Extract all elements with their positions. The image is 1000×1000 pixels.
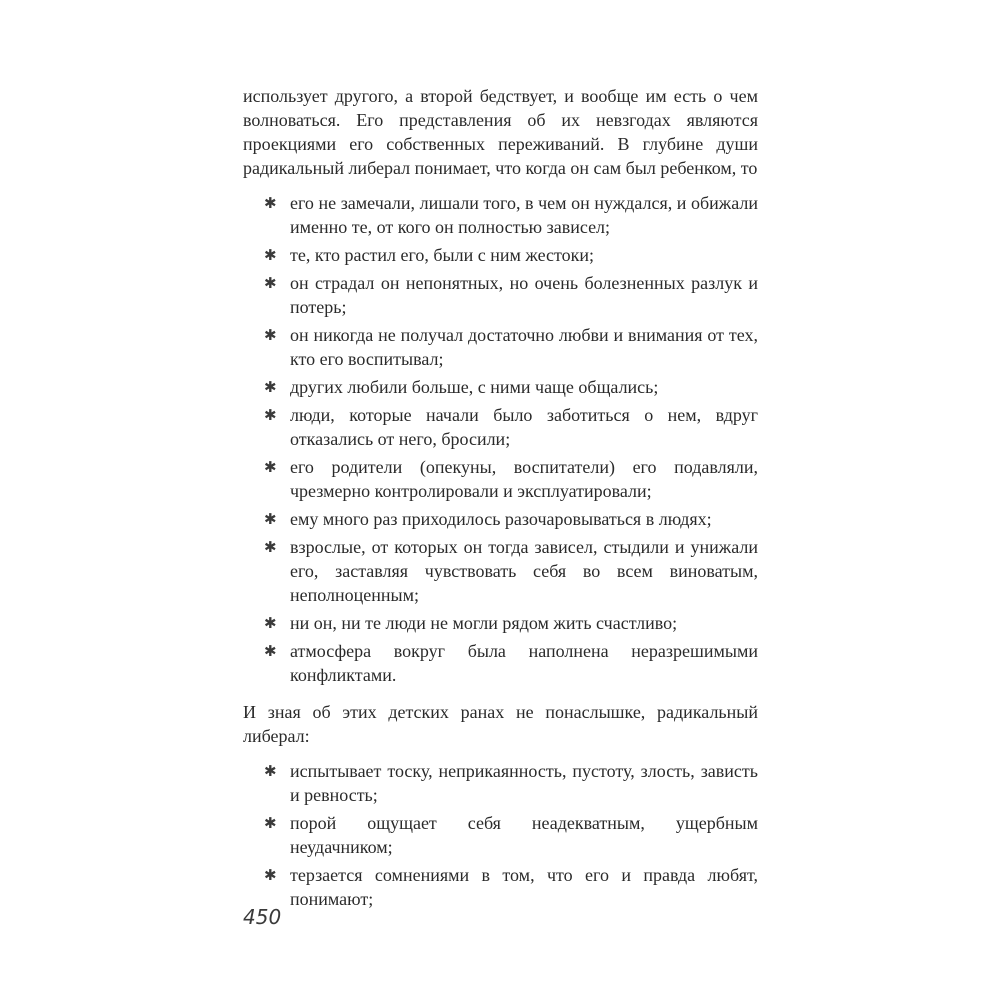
- asterisk-bullet-icon: ✱: [264, 510, 277, 528]
- list-item: [264, 507, 758, 531]
- list-item: [264, 863, 758, 911]
- asterisk-bullet-icon: ✱: [264, 274, 277, 292]
- liberal-feelings-list: [243, 759, 758, 911]
- asterisk-bullet-icon: ✱: [264, 762, 277, 780]
- page-body: [243, 84, 758, 915]
- list-item: [264, 375, 758, 399]
- list-item-text: он никогда не получал достаточно любви и внимания от тех, кто его воспитывал;: [290, 325, 758, 369]
- list-item: [264, 243, 758, 267]
- list-item: [264, 323, 758, 371]
- list-item: [264, 271, 758, 319]
- list-item-text: атмосфера вокруг была наполнена неразрешимыми конфликтами.: [290, 641, 758, 685]
- asterisk-bullet-icon: ✱: [264, 378, 277, 396]
- list-item-text: других любили больше, с ними чаще общались;: [290, 377, 659, 397]
- asterisk-bullet-icon: ✱: [264, 814, 277, 832]
- list-item: [264, 611, 758, 635]
- intro-paragraph: использует другого, а второй бедствует, и вообще им есть о чем волноваться. Его представления об их невзгодах являются проекциями его собственных переживаний. В глубине души радикальный либерал понимает, что когда он сам был ребенком, то: [243, 86, 758, 178]
- list-item-text: люди, которые начали было заботиться о нем, вдруг отказались от него, бросили;: [290, 405, 758, 449]
- list-item: [264, 639, 758, 687]
- list-item-text: он страдал он непонятных, но очень болезненных разлук и потерь;: [290, 273, 758, 317]
- childhood-wounds-list: [243, 191, 758, 687]
- list-item-text: взрослые, от которых он тогда зависел, стыдили и унижали его, заставляя чувствовать себя во всем виноватым, неполноценным;: [290, 537, 758, 605]
- list-item-text: ему много раз приходилось разочаровываться в людях;: [290, 509, 712, 529]
- list-item-text: терзается сомнениями в том, что его и правда любят, понимают;: [290, 865, 758, 909]
- asterisk-bullet-icon: ✱: [264, 614, 277, 632]
- page-number: 450: [243, 905, 282, 929]
- asterisk-bullet-icon: ✱: [264, 194, 277, 212]
- list-item-text: порой ощущает себя неадекватным, ущербным неудачником;: [290, 813, 758, 857]
- asterisk-bullet-icon: ✱: [264, 326, 277, 344]
- list-item-text: ни он, ни те люди не могли рядом жить счастливо;: [290, 613, 678, 633]
- asterisk-bullet-icon: ✱: [264, 458, 277, 476]
- list-item: [264, 759, 758, 807]
- list-item-text: те, кто растил его, были с ним жестоки;: [290, 245, 595, 265]
- list-item: [264, 191, 758, 239]
- list-item-text: его не замечали, лишали того, в чем он нуждался, и обижали именно те, от кого он полностью зависел;: [290, 193, 758, 237]
- list-item: [264, 403, 758, 451]
- second-paragraph: И зная об этих детских ранах не понаслышке, радикальный либерал:: [243, 702, 758, 746]
- asterisk-bullet-icon: ✱: [264, 538, 277, 556]
- list-item-text: его родители (опекуны, воспитатели) его подавляли, чрезмерно контролировали и эксплуатировали;: [290, 457, 758, 501]
- asterisk-bullet-icon: ✱: [264, 406, 277, 424]
- asterisk-bullet-icon: ✱: [264, 866, 277, 884]
- list-item: [264, 811, 758, 859]
- list-item: [264, 455, 758, 503]
- asterisk-bullet-icon: ✱: [264, 246, 277, 264]
- list-item-text: испытывает тоску, неприкаянность, пустоту, злость, зависть и ревность;: [290, 761, 758, 805]
- list-item: [264, 535, 758, 607]
- asterisk-bullet-icon: ✱: [264, 642, 277, 660]
